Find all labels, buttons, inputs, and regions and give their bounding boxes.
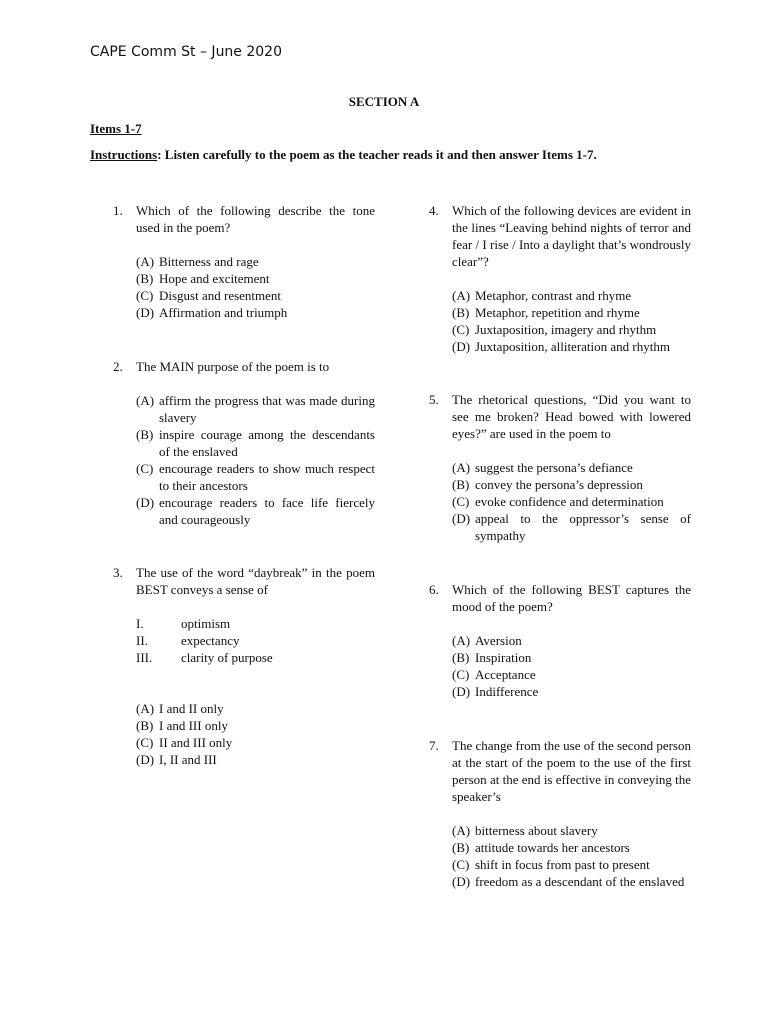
option-letter: (C) (452, 494, 470, 509)
question-number: 6. (429, 582, 439, 597)
option-b[interactable] (452, 476, 691, 493)
option-c[interactable] (452, 666, 691, 683)
question-stem (113, 358, 375, 375)
option-d[interactable] (452, 510, 691, 544)
option-letter: (B) (452, 305, 470, 320)
option-letter: (B) (452, 650, 470, 665)
option-d[interactable] (136, 751, 375, 768)
question-text: Which of the following BEST captures the mood of the poem? (452, 582, 691, 614)
option-b[interactable] (452, 304, 691, 321)
question-3 (113, 564, 375, 768)
option-letter: (B) (452, 840, 470, 855)
question-stem (429, 391, 691, 442)
option-text: inspire courage among the descendants of the enslaved (159, 427, 375, 459)
option-letter: (A) (136, 701, 155, 716)
option-text: freedom as a descendant of the enslaved (475, 874, 685, 889)
option-letter: (A) (452, 823, 471, 838)
option-text: suggest the persona’s defiance (475, 460, 633, 475)
question-stem (429, 581, 691, 615)
option-b[interactable] (452, 649, 691, 666)
option-letter: (C) (136, 288, 154, 303)
option-text: Juxtaposition, imagery and rhythm (475, 322, 657, 337)
option-text: Aversion (475, 633, 522, 648)
option-a[interactable] (136, 253, 375, 270)
option-d[interactable] (452, 873, 691, 890)
question-text: The change from the use of the second person at the start of the poem to the use of the first person at the end is effective in conveying the speaker’s (452, 738, 691, 804)
section-title: SECTION A (348, 94, 420, 109)
option-text: Metaphor, repetition and rhyme (475, 305, 640, 320)
option-text: encourage readers to face life fiercely and courageously (159, 495, 375, 527)
option-c[interactable] (136, 734, 375, 751)
roman-text: expectancy (181, 633, 240, 648)
option-text: Metaphor, contrast and rhyme (475, 288, 632, 303)
option-letter: (A) (452, 288, 471, 303)
option-text: Acceptance (475, 667, 536, 682)
option-c[interactable] (136, 460, 375, 494)
option-text: evoke confidence and determination (475, 494, 664, 509)
option-a[interactable] (452, 287, 691, 304)
option-letter: (D) (452, 511, 471, 526)
option-letter: (A) (136, 254, 155, 269)
question-stem (113, 564, 375, 598)
option-letter: (D) (452, 874, 471, 889)
roman-numeral: I. (136, 616, 144, 631)
roman-numeral: II. (136, 633, 148, 648)
instructions-text: : Listen carefully to the poem as the teacher reads it and then answer Items 1-7. (157, 147, 597, 162)
roman-item (136, 615, 375, 632)
question-4 (429, 202, 691, 355)
roman-text: clarity of purpose (181, 650, 273, 665)
option-text: bitterness about slavery (475, 823, 598, 838)
question-stem (429, 737, 691, 805)
option-letter: (B) (452, 477, 470, 492)
option-letter: (B) (136, 271, 154, 286)
question-number: 4. (429, 203, 439, 218)
option-text: convey the persona’s depression (475, 477, 643, 492)
roman-text: optimism (181, 616, 231, 631)
option-letter: (D) (452, 339, 471, 354)
option-a[interactable] (136, 392, 375, 426)
option-list (113, 253, 375, 321)
question-5 (429, 391, 691, 544)
option-letter: (D) (136, 305, 155, 320)
option-letter: (B) (136, 427, 154, 442)
option-a[interactable] (452, 632, 691, 649)
option-text: appeal to the oppressor’s sense of sympathy (475, 511, 691, 543)
question-number: 2. (113, 359, 123, 374)
option-c[interactable] (136, 287, 375, 304)
document-header: CAPE Comm St – June 2020 (90, 44, 283, 60)
question-text: Which of the following devices are evident in the lines “Leaving behind nights of terror and fear / I rise / Into a daylight that’s wondrously clear”? (452, 203, 691, 269)
question-number: 7. (429, 738, 439, 753)
option-b[interactable] (136, 270, 375, 287)
question-number: 3. (113, 565, 123, 580)
option-d[interactable] (136, 304, 375, 321)
instructions (90, 146, 597, 163)
option-text: Inspiration (475, 650, 532, 665)
items-range: Items 1-7 (90, 121, 142, 136)
option-a[interactable] (136, 700, 375, 717)
instructions-label: Instructions (90, 147, 158, 162)
question-text: The MAIN purpose of the poem is to (136, 359, 330, 374)
option-text: Hope and excitement (159, 271, 270, 286)
option-text: attitude towards her ancestors (475, 840, 630, 855)
option-d[interactable] (136, 494, 375, 528)
option-a[interactable] (452, 822, 691, 839)
option-letter: (A) (136, 393, 155, 408)
question-stem (429, 202, 691, 270)
option-letter: (C) (136, 735, 154, 750)
option-text: encourage readers to show much respect to their ancestors (159, 461, 375, 493)
option-letter: (C) (452, 322, 470, 337)
option-text: Disgust and resentment (159, 288, 282, 303)
question-2 (113, 358, 375, 528)
option-c[interactable] (452, 321, 691, 338)
question-text: The rhetorical questions, “Did you want to see me broken? Head bowed with lowered eyes?” are used in the poem to (452, 392, 691, 441)
option-text: Affirmation and triumph (159, 305, 288, 320)
option-text: I and III only (159, 718, 228, 733)
option-b[interactable] (136, 426, 375, 460)
roman-list (113, 615, 375, 683)
option-text: II and III only (159, 735, 233, 750)
option-list (429, 287, 691, 355)
option-text: Juxtaposition, alliteration and rhythm (475, 339, 670, 354)
option-text: affirm the progress that was made during slavery (159, 393, 375, 425)
option-text: shift in focus from past to present (475, 857, 650, 872)
option-letter: (C) (452, 857, 470, 872)
option-letter: (C) (452, 667, 470, 682)
option-list (113, 392, 375, 528)
option-letter: (D) (136, 495, 155, 510)
option-text: I and II only (159, 701, 224, 716)
option-letter: (A) (452, 633, 471, 648)
option-d[interactable] (452, 683, 691, 700)
option-letter: (B) (136, 718, 154, 733)
option-letter: (A) (452, 460, 471, 475)
roman-item (136, 632, 375, 649)
question-number: 1. (113, 203, 123, 218)
question-6 (429, 581, 691, 700)
option-letter: (D) (136, 752, 155, 767)
option-d[interactable] (452, 338, 691, 355)
question-stem (113, 202, 375, 236)
question-number: 5. (429, 392, 439, 407)
question-1 (113, 202, 375, 321)
option-list (429, 822, 691, 890)
option-a[interactable] (452, 459, 691, 476)
option-b[interactable] (136, 717, 375, 734)
option-c[interactable] (452, 856, 691, 873)
option-c[interactable] (452, 493, 691, 510)
option-letter: (D) (452, 684, 471, 699)
option-list (429, 632, 691, 700)
question-text: Which of the following describe the tone used in the poem? (136, 203, 375, 235)
option-text: Indifference (475, 684, 539, 699)
question-text: The use of the word “daybreak” in the poem BEST conveys a sense of (136, 565, 375, 597)
option-text: Bitterness and rage (159, 254, 259, 269)
option-b[interactable] (452, 839, 691, 856)
option-list (429, 459, 691, 544)
option-text: I, II and III (159, 752, 217, 767)
option-list (113, 700, 375, 768)
option-letter: (C) (136, 461, 154, 476)
question-7 (429, 737, 691, 890)
roman-item (136, 649, 375, 666)
roman-numeral: III. (136, 650, 153, 665)
